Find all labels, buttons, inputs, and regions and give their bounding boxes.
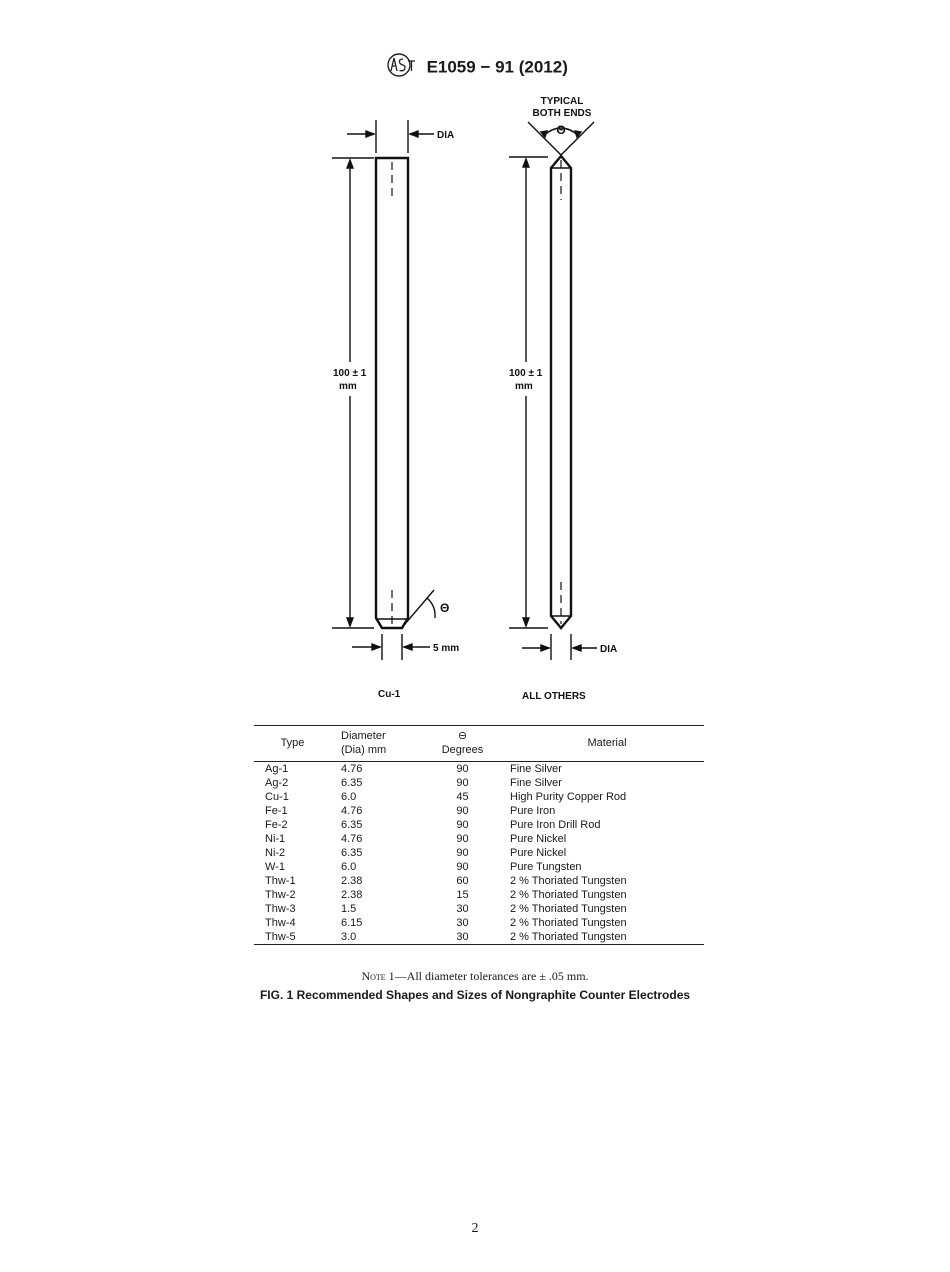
cell-type: Thw-5 (254, 930, 331, 945)
cell-degrees: 90 (456, 777, 469, 789)
header-material: Material (587, 737, 627, 749)
table-row (254, 902, 704, 916)
theta-label-left: Θ (440, 601, 450, 615)
table-row (254, 888, 704, 902)
table-row (254, 930, 704, 945)
cell-type: Fe-2 (265, 819, 288, 831)
cell-degrees: 90 (456, 847, 469, 859)
cu1-chamfer-dimension (352, 634, 430, 660)
cell-type: Thw-3 (265, 903, 296, 915)
length-unit-left: mm (339, 381, 357, 392)
cell-material: Pure Iron Drill Rod (510, 819, 601, 831)
cell-type: W-1 (265, 861, 285, 873)
cell-material: 2 % Thoriated Tungsten (510, 903, 627, 915)
cell-diameter: 2.38 (341, 889, 363, 901)
cell-diameter: 1.5 (341, 903, 357, 915)
theta-label-right: Θ (556, 123, 566, 137)
cu1-electrode (376, 158, 408, 628)
cell-degrees: 90 (456, 819, 469, 831)
cell-type: Cu-1 (265, 791, 289, 803)
cell-type: Ni-2 (265, 847, 286, 859)
header-diameter-line1: Diameter (341, 730, 386, 742)
cell-material: 2 % Thoriated Tungsten (500, 930, 704, 945)
header-diameter (331, 726, 425, 762)
cu1-dia-dimension (347, 120, 434, 153)
electrode-spec-table (254, 725, 704, 945)
table-row (254, 818, 704, 832)
cell-material: Pure Tungsten (510, 861, 582, 873)
cu1-length-dimension (332, 158, 374, 628)
chamfer-label: 5 mm (433, 643, 460, 654)
cell-degrees: 90 (456, 763, 469, 775)
note-label: Note (361, 969, 386, 983)
cell-degrees: 90 (456, 805, 469, 817)
cell-material: Pure Iron (510, 805, 556, 817)
table-body (254, 762, 704, 945)
cell-material: 2 % Thoriated Tungsten (510, 889, 627, 901)
other-electrode (551, 156, 571, 628)
other-length-dimension (509, 157, 548, 628)
cell-material: 2 % Thoriated Tungsten (510, 875, 627, 887)
length-unit-right: mm (515, 381, 533, 392)
table-row (254, 776, 704, 790)
cell-diameter: 6.0 (341, 791, 357, 803)
cell-type: Thw-1 (265, 875, 296, 887)
cell-diameter: 6.35 (341, 777, 363, 789)
header-degrees-label: Degrees (441, 744, 484, 756)
length-value-right: 100 ± 1 (509, 368, 543, 379)
cell-material: Pure Nickel (510, 847, 567, 859)
cu1-figure-label: Cu-1 (378, 689, 401, 700)
cell-diameter: 4.76 (341, 763, 363, 775)
header-type: Type (280, 737, 305, 749)
table-row (254, 832, 704, 846)
table-row (254, 790, 704, 804)
cell-diameter: 4.76 (341, 805, 363, 817)
cell-degrees: 30 (456, 903, 469, 915)
cell-degrees: 60 (456, 875, 469, 887)
cell-type: Ag-2 (265, 777, 289, 789)
cell-diameter: 4.76 (341, 833, 363, 845)
all-others-figure-label: ALL OTHERS (522, 691, 586, 702)
cell-material: High Purity Copper Rod (510, 791, 627, 803)
table-row (254, 874, 704, 888)
cell-type: Thw-4 (265, 917, 296, 929)
length-value-left: 100 ± 1 (333, 368, 367, 379)
cell-type: Ag-1 (265, 763, 289, 775)
cell-diameter: 3.0 (331, 930, 425, 945)
cell-diameter: 6.35 (341, 847, 363, 859)
table-row (254, 846, 704, 860)
table-row (254, 762, 704, 777)
header-degrees (425, 726, 500, 762)
table-note (0, 969, 950, 984)
cell-material: 2 % Thoriated Tungsten (510, 917, 627, 929)
cell-degrees: 15 (456, 889, 469, 901)
cell-type: Fe-1 (265, 805, 288, 817)
cell-type: Thw-2 (265, 889, 296, 901)
cell-degrees: 30 (456, 917, 469, 929)
cell-type: Ni-1 (265, 833, 286, 845)
cell-diameter: 2.38 (341, 875, 363, 887)
cell-degrees: 45 (456, 791, 469, 803)
table-header-row (254, 726, 704, 762)
document-number: E1059 − 91 (2012) (426, 57, 568, 77)
cell-material: Fine Silver (510, 763, 562, 775)
table-row (254, 804, 704, 818)
cu1-angle-indicator (405, 590, 435, 624)
typical-label-line2: BOTH ENDS (532, 108, 592, 119)
cell-diameter: 6.15 (341, 917, 363, 929)
figure-caption: FIG. 1 Recommended Shapes and Sizes of Nongraphite Counter Electrodes (259, 988, 691, 1002)
cell-material: Pure Nickel (510, 833, 567, 845)
table-row (254, 916, 704, 930)
page-number: 2 (471, 1221, 479, 1236)
note-text: 1—All diameter tolerances are ± .05 mm. (385, 969, 589, 983)
cell-diameter: 6.35 (341, 819, 363, 831)
other-dia-dimension (522, 634, 597, 660)
header-diameter-line2: (Dia) mm (341, 744, 387, 756)
cell-diameter: 6.0 (341, 861, 357, 873)
cell-degrees: 90 (456, 861, 469, 873)
cell-degrees: 30 (425, 930, 500, 945)
cell-material: Fine Silver (510, 777, 562, 789)
dia-label-bottom: DIA (600, 644, 618, 655)
header-theta-symbol: ⊖ (457, 730, 468, 742)
typical-label-line1: TYPICAL (540, 96, 584, 107)
cell-degrees: 90 (456, 833, 469, 845)
table-row (254, 860, 704, 874)
dia-label-top: DIA (437, 130, 455, 141)
